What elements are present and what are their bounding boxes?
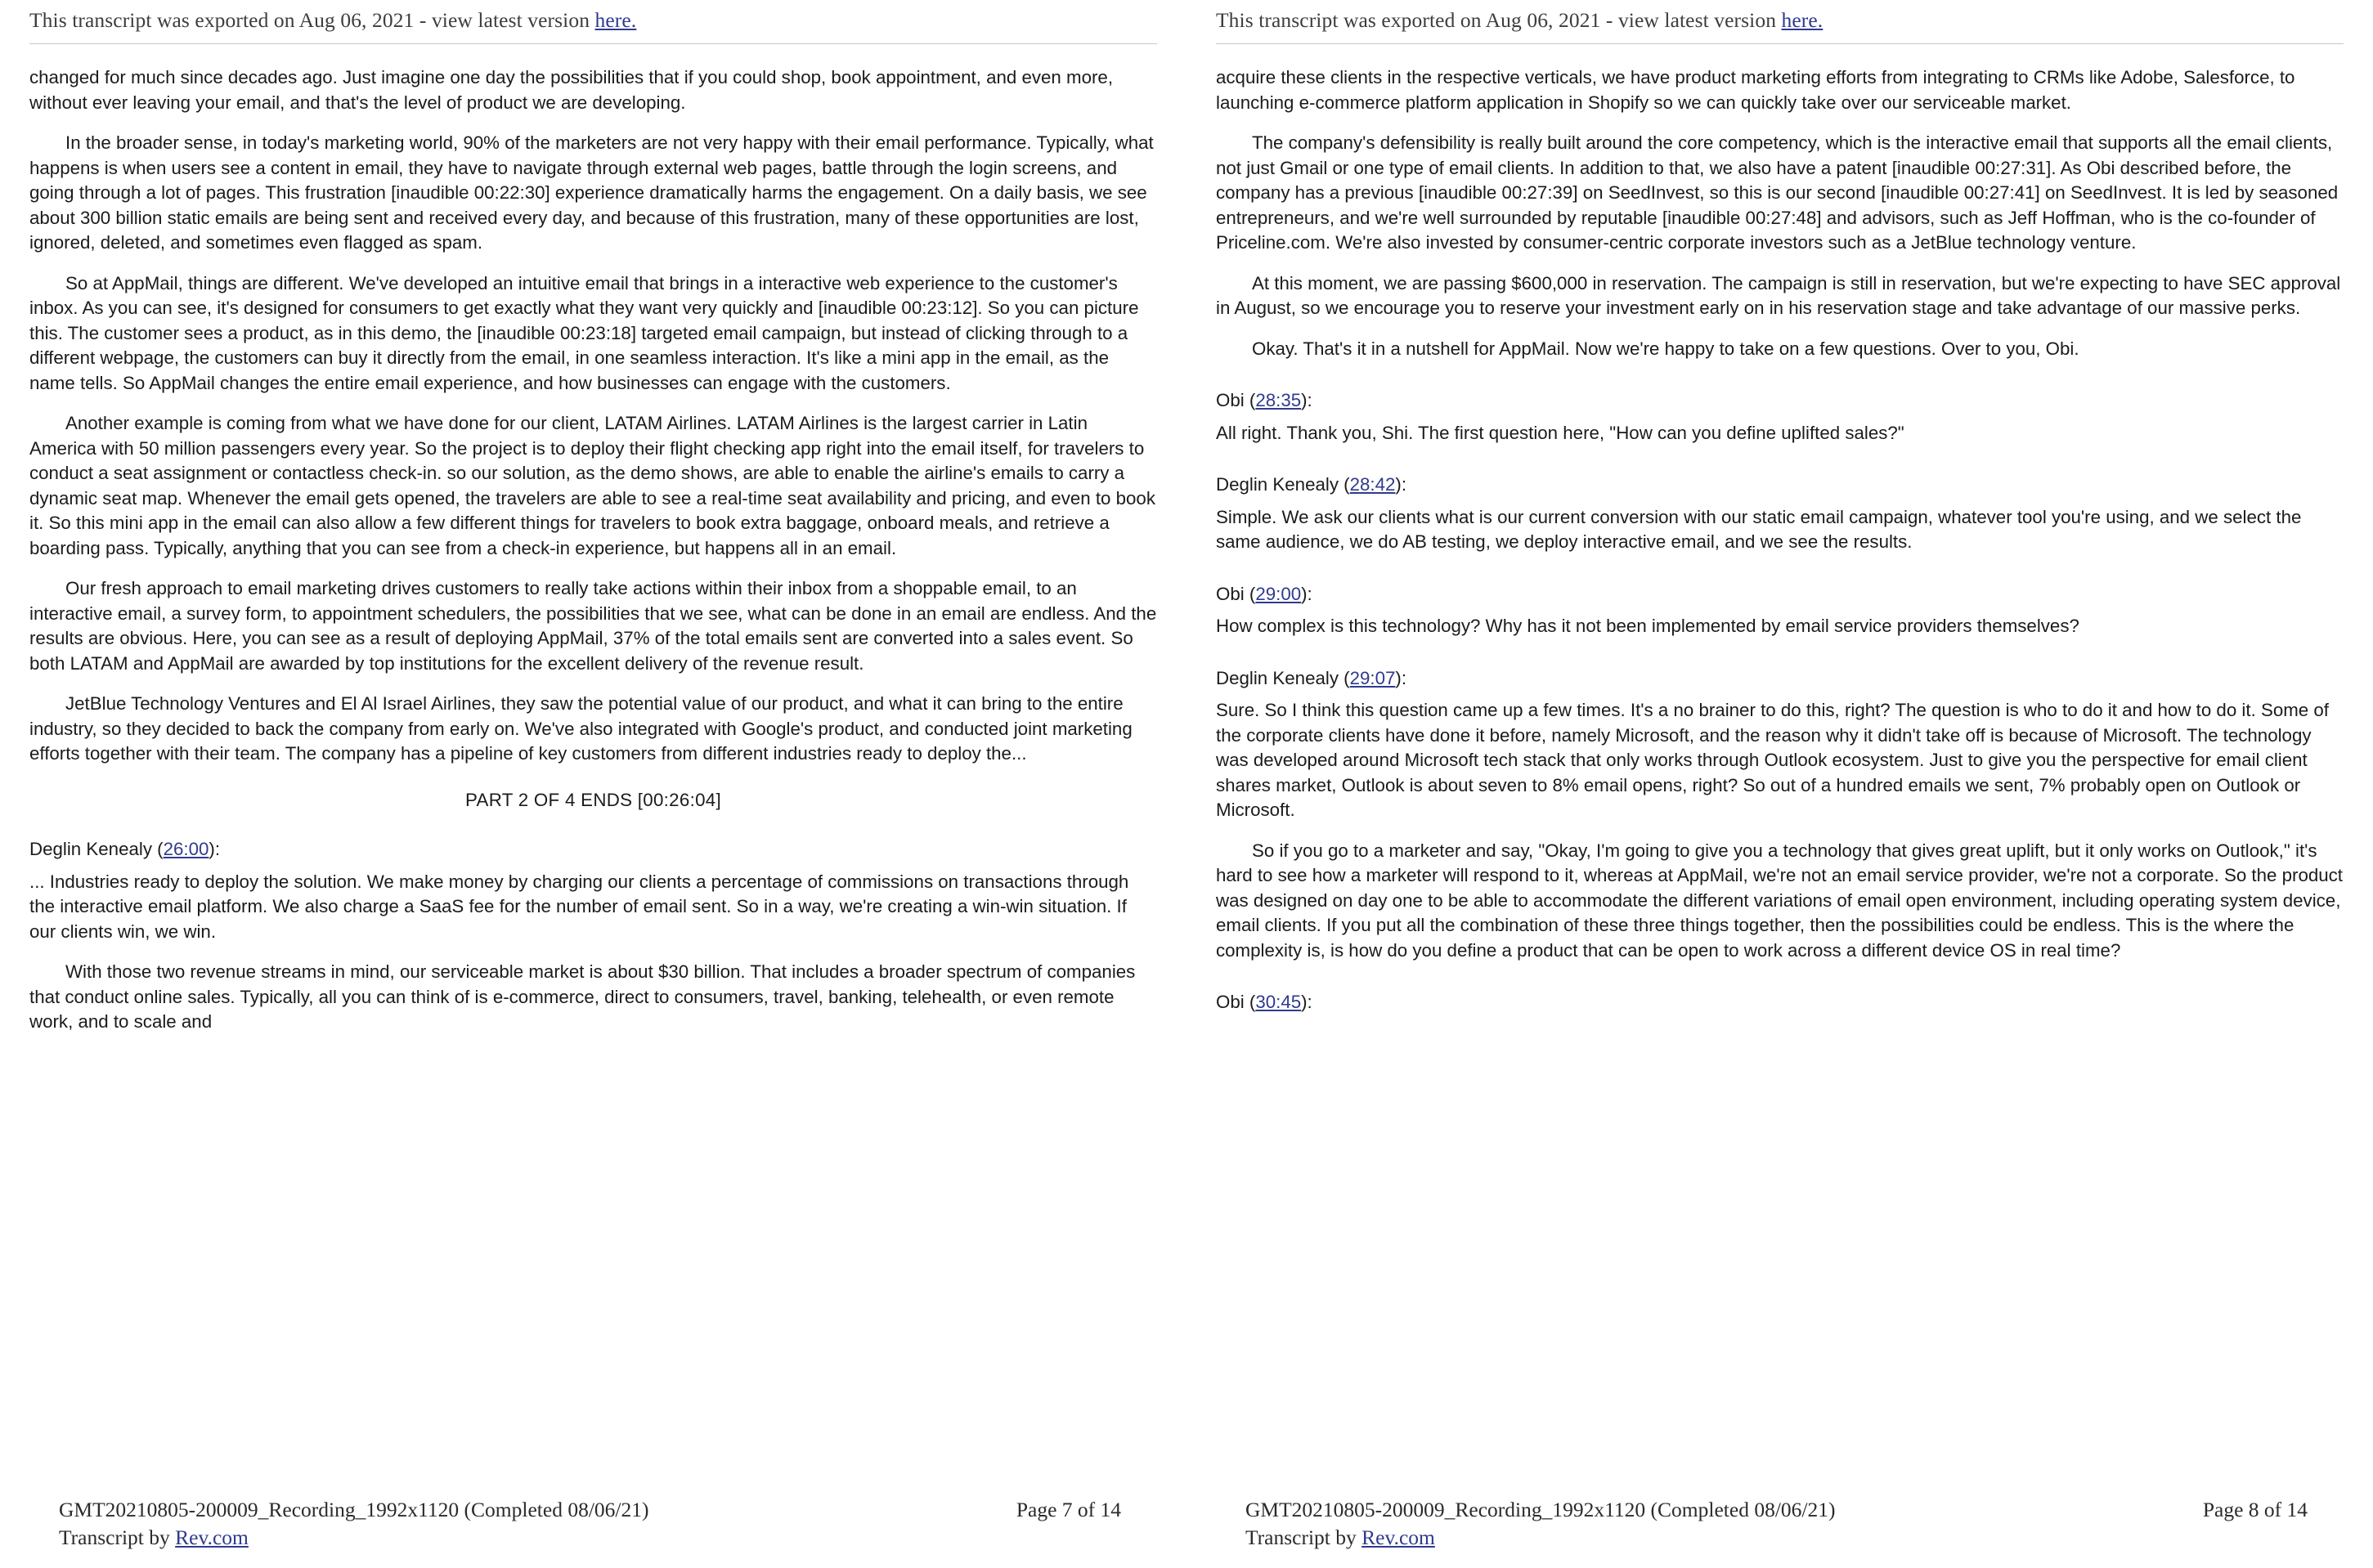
- speaker-line: Obi (30:45):: [1216, 992, 1312, 1012]
- spacer: [1216, 571, 2344, 582]
- transcript-credit: Transcript by: [59, 1525, 176, 1549]
- paragraph: The company's defensibility is really built around the core competency, which is the interactive email that supports all the email clients, not just Gmail or one type of email clients. In addition to that, we also have a patent [inaudible 00:27:31]. As Obi described before, the company has a previous [inaudible 00:27:39] on SeedInvest, so this is our second [inaudible 00:27:41] on SeedInvest. It is led by seasoned entrepreneurs, and we're well surrounded by reputable [inaudible 00:27:48] and advisors, such as Jeff Hoffman, who is the co-founder of Priceline.com. We're also invested by consumer-centric corporate investors such as a JetBlue technology venture.: [1216, 132, 2339, 253]
- speaker-name: Obi: [1216, 390, 1245, 410]
- speaker-name: Obi: [1216, 992, 1245, 1012]
- transcript-page-7: [0, 0, 1186, 1568]
- page-footer: [1245, 1498, 2314, 1550]
- paragraph: Simple. We ask our clients what is our current conversion with our static email campaign, whatever tool you're using, and we select the same audience, we do AB testing, we deploy interactive email, and we see the results.: [1216, 506, 2302, 552]
- speaker-line: Obi (28:35):: [1216, 390, 1312, 410]
- paragraph: Our fresh approach to email marketing drives customers to really take actions within their inbox from a shoppable email, to an interactive email, a survey form, to appointment schedulers, the possibilities that we see, what can be done in an email are endless. And the results are obvious. Here, you can see as a result of deploying AppMail, 37% of the total emails sent are converted into a sales event. So both LATAM and AppMail are awarded by top institutions for the excellent delivery of the revenue result.: [29, 578, 1157, 674]
- timestamp-link[interactable]: 28:35: [1255, 390, 1302, 410]
- paragraph: Okay. That's it in a nutshell for AppMail. Now we're happy to take on a few questions. Over to you, Obi.: [1252, 338, 2079, 359]
- transcript-body: [29, 65, 1157, 1035]
- latest-version-link[interactable]: here.: [594, 8, 637, 32]
- paragraph: JetBlue Technology Ventures and El Al Israel Airlines, they saw the potential value of our product, and what it can bring to the entire industry, so they decided to back the company from early on. We've also integrated with Google's product, and conducted joint marketing efforts together with their team. The company has a pipeline of key customers from different industries ready to deploy the...: [29, 693, 1133, 764]
- header-divider: [29, 43, 1157, 44]
- paragraph: Another example is coming from what we have done for our client, LATAM Airlines. LATAM Airlines is the largest carrier in Latin America with 50 million passengers every year. So the project is to deploy their flight checking app right into the email itself, for travelers to conduct a seat assignment or contactless check-in. so our solution, as the demo shows, are able to enable the airline's emails to carry a dynamic seat map. Whenever the email gets opened, the travelers are able to see a real-time seat availability and pricing, and even to book it. So this mini app in the email can also allow a few different things for travelers to book extra baggage, onboard meals, and retrieve a boarding pass. Typically, anything that you can see from a check-in experience, but happens all in an email.: [29, 413, 1155, 558]
- export-note: [29, 0, 1157, 33]
- speaker-name: Obi: [1216, 583, 1245, 604]
- timestamp-link[interactable]: 26:00: [163, 839, 209, 859]
- paragraph: ... Industries ready to deploy the solution. We make money by charging our clients a percentage of commissions on transactions through the interactive email platform. We also charge a SaaS fee for the number of email sent. So in a way, we're creating a win-win situation. If our clients win, we win.: [29, 871, 1129, 942]
- header-divider: [1216, 43, 2344, 44]
- speaker-name: Deglin Kenealy: [1216, 474, 1339, 495]
- spacer: [1216, 461, 2344, 473]
- part-end-marker: PART 2 OF 4 ENDS [00:26:04]: [465, 789, 721, 810]
- timestamp-link[interactable]: 28:42: [1349, 474, 1396, 495]
- transcript-body: [1216, 65, 2344, 1015]
- speaker-line: Obi (29:00):: [1216, 583, 1312, 604]
- page-number: Page 7 of 14: [1016, 1498, 1121, 1521]
- paragraph: acquire these clients in the respective verticals, we have product marketing efforts from integrating to CRMs like Adobe, Salesforce, to launching e-commerce platform application in Shopify so we can quickly take over our serviceable market.: [1216, 67, 2295, 113]
- recording-id: GMT20210805-200009_Recording_1992x1120 (Completed 08/06/21): [59, 1498, 649, 1521]
- paragraph: In the broader sense, in today's marketing world, 90% of the marketers are not very happy with their email performance. Typically, what happens is when users see a content in email, they have to navigate through external web pages, battle through the login screens, and going through a lot of pages. This frustration [inaudible 00:22:30] experience dramatically harms the engagement. On a daily basis, we see about 300 billion static emails are being sent and received every day, and because of this frustration, many of these opportunities are lost, ignored, deleted, and sometimes even flagged as spam.: [29, 132, 1154, 253]
- export-note: [1216, 0, 2344, 33]
- paragraph: Sure. So I think this question came up a few times. It's a no brainer to do this, right? The question is who to do it and how to do it. Some of the corporate clients have done it before, namely Microsoft, and the reason why it didn't take off is because of Microsoft. The technology was developed around Microsoft tech stack that only works through Outlook ecosystem. Just to give you the perspective for email client shares market, Outlook is about seven to 8% email opens, right? So out of a hundred emails we sent, 7% probably open on Outlook or Microsoft.: [1216, 700, 2329, 820]
- paragraph: How complex is this technology? Why has it not been implemented by email service providers themselves?: [1216, 616, 2079, 636]
- paragraph: So if you go to a marketer and say, "Okay, I'm going to give you a technology that gives great uplift, but it only works on Outlook," it's hard to see how a marketer will respond to it, whereas at AppMail, we're not an email service provider, we're not a corporate. So the product was designed on day one to be able to accommodate the different variations of email open environment, including operating system device, email clients. If you put all the combination of these three things together, then the possibilities could be endless. This is the where the complexity is, is how do you define a product that can be open to work across a different device OS in real time?: [1216, 840, 2343, 961]
- paragraph: changed for much since decades ago. Just imagine one day the possibilities that if you could shop, book appointment, and even more, without ever leaving your email, and that's the level of product we are developing.: [29, 67, 1114, 113]
- speaker-line: Deglin Kenealy (29:07):: [1216, 667, 1407, 688]
- page-number: Page 8 of 14: [2202, 1498, 2308, 1521]
- transcript-credit: Transcript by: [1245, 1525, 1362, 1549]
- rev-link[interactable]: Rev.com: [175, 1525, 249, 1549]
- timestamp-link[interactable]: 29:07: [1349, 667, 1396, 688]
- speaker-name: Deglin Kenealy: [29, 839, 152, 859]
- rev-link[interactable]: Rev.com: [1361, 1525, 1435, 1549]
- paragraph: All right. Thank you, Shi. The first question here, "How can you define uplifted sales?": [1216, 422, 1904, 443]
- spacer: [1216, 655, 2344, 666]
- timestamp-link[interactable]: 30:45: [1255, 992, 1302, 1012]
- paragraph: At this moment, we are passing $600,000 in reservation. The campaign is still in reservation, but we're expecting to have SEC approval in August, so we encourage you to reserve your investment early on in his reservation stage and take advantage of our massive perks.: [1216, 272, 2341, 318]
- export-note-text: This transcript was exported on Aug 06, 2021 - view latest version: [29, 8, 595, 32]
- speaker-line: Deglin Kenealy (26:00):: [29, 839, 221, 859]
- paragraph: So at AppMail, things are different. We've developed an intuitive email that brings in a interactive web experience to the customer's inbox. As you can see, it's designed for consumers to get exactly what they want very quickly and [inaudible 00:23:12]. So you can picture this. The customer sees a product, as in this demo, the [inaudible 00:23:18] targeted email campaign, but instead of clicking through to a different webpage, the customers can buy it directly from the email, in one seamless interaction. It's like a mini app in the email, as the name tells. So AppMail changes the entire email experience, and how businesses can engage with the customers.: [29, 272, 1139, 393]
- page-footer: [59, 1498, 1128, 1550]
- export-note-text: This transcript was exported on Aug 06, 2021 - view latest version: [1216, 8, 1782, 32]
- paragraph: With those two revenue streams in mind, our serviceable market is about $30 billion. That includes a broader spectrum of companies that conduct online sales. Typically, all you can think of is e-commerce, direct to consumers, travel, banking, telehealth, or even remote work, and to scale and: [29, 961, 1136, 1032]
- speaker-name: Deglin Kenealy: [1216, 667, 1339, 688]
- timestamp-link[interactable]: 29:00: [1255, 583, 1302, 604]
- latest-version-link[interactable]: here.: [1781, 8, 1823, 32]
- spacer: [1216, 377, 2344, 388]
- speaker-line: Deglin Kenealy (28:42):: [1216, 474, 1407, 495]
- spacer: [1216, 979, 2344, 990]
- recording-id: GMT20210805-200009_Recording_1992x1120 (Completed 08/06/21): [1245, 1498, 1836, 1521]
- transcript-page-8: [1186, 0, 2373, 1568]
